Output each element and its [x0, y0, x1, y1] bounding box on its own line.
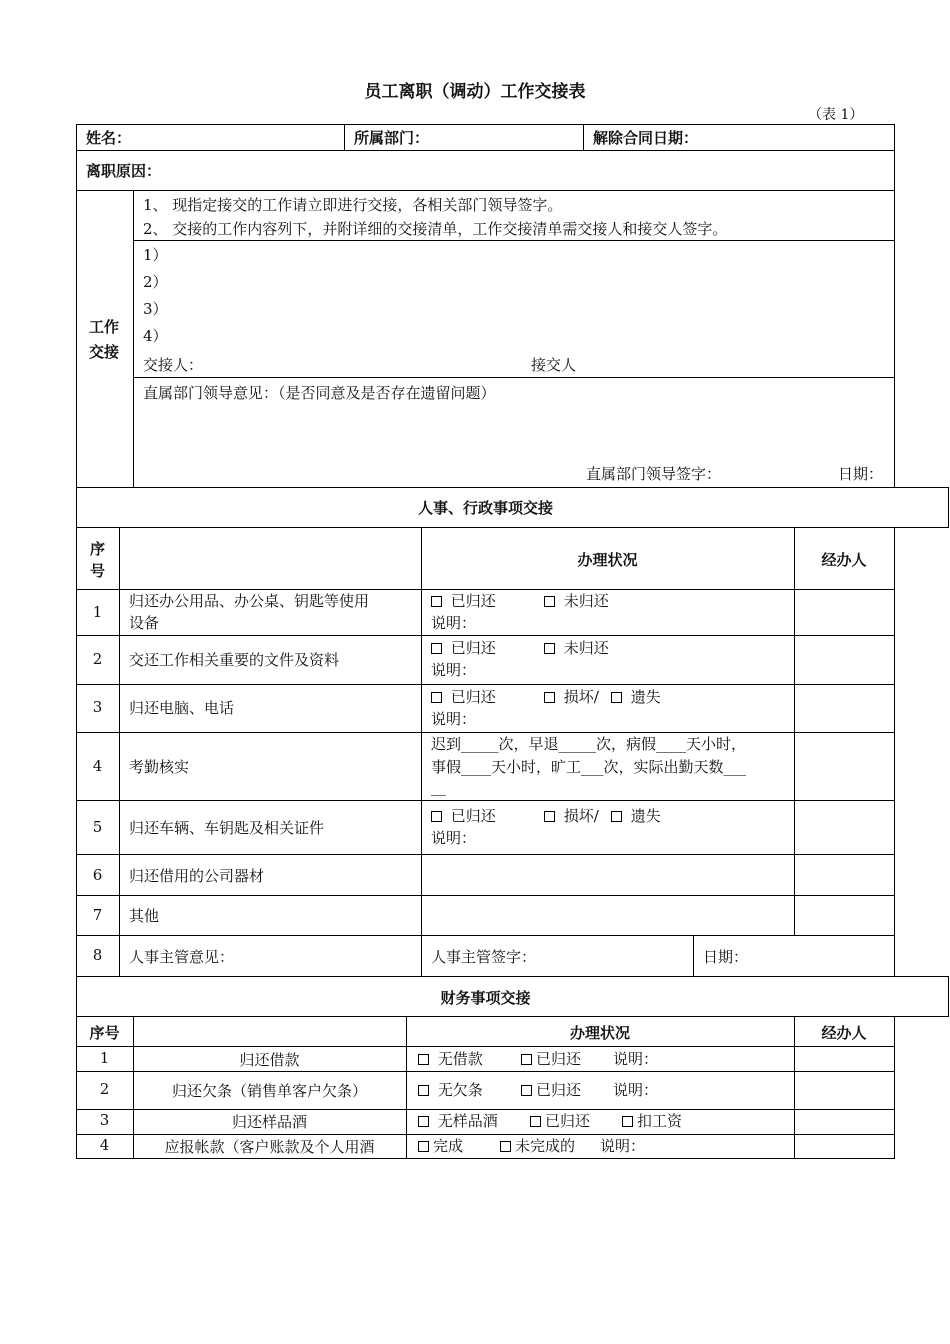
resignation-reason-label: 离职原因： [86, 162, 162, 180]
checkbox-icon[interactable] [544, 811, 555, 822]
hr-row-5-opt1[interactable]: 已归还 [431, 806, 496, 826]
hr-row-4-no: 4 [92, 757, 103, 775]
hr-section-title: 人事、行政事项交接 [417, 499, 553, 517]
finance-row-1-opt2[interactable]: 已归还 [521, 1049, 581, 1069]
table-number: （表 1） [808, 107, 864, 123]
hr-row-5-no: 5 [92, 818, 103, 836]
hr-row-6-no: 6 [92, 866, 103, 884]
hr-col-status: 办理状况 [577, 551, 638, 569]
hr-row-7-item: 其他 [129, 907, 160, 925]
checkbox-icon[interactable] [418, 1116, 429, 1127]
checkbox-icon[interactable] [500, 1141, 511, 1152]
finance-col-seq: 序号 [89, 1024, 120, 1042]
hr-row-4-item: 考勤核实 [129, 758, 190, 776]
finance-row-1-no: 1 [99, 1049, 110, 1067]
finance-row-1-item: 归还借款 [239, 1051, 300, 1069]
finance-row-4-note: 说明： [600, 1137, 646, 1155]
checkbox-icon[interactable] [431, 811, 442, 822]
finance-row-4-no: 4 [99, 1136, 110, 1154]
hr-row-4-attendance-line1: 迟到_____次，早退_____次，病假____天小时， [431, 735, 747, 753]
contract-end-date-label: 解除合同日期： [593, 129, 699, 147]
finance-row-2-opt2[interactable]: 已归还 [521, 1080, 581, 1100]
finance-row-2-opt1[interactable]: 无欠条 [418, 1080, 483, 1100]
hr-row-3-opt2[interactable]: 损坏/ [544, 687, 599, 707]
checkbox-icon[interactable] [530, 1116, 541, 1127]
handover-item-4: 4） [143, 327, 168, 345]
checkbox-icon[interactable] [544, 643, 555, 654]
checkbox-icon[interactable] [611, 692, 622, 703]
finance-row-1-opt1[interactable]: 无借款 [418, 1049, 483, 1069]
checkbox-icon[interactable] [611, 811, 622, 822]
hr-manager-date-label: 日期： [703, 948, 749, 966]
finance-row-2-no: 2 [99, 1080, 110, 1098]
supervisor-date-label: 日期： [838, 465, 884, 483]
checkbox-icon[interactable] [521, 1085, 532, 1096]
checkbox-icon[interactable] [418, 1085, 429, 1096]
hr-row-3-no: 3 [92, 698, 103, 716]
finance-row-3-opt3[interactable]: 扣工资 [622, 1111, 682, 1131]
hr-row-1-item-line2: 设备 [129, 614, 160, 632]
finance-row-4-opt1[interactable]: 完成 [418, 1136, 463, 1156]
handover-item-3: 3） [143, 300, 168, 318]
hr-row-3-opt1[interactable]: 已归还 [431, 687, 496, 707]
hr-row-1-no: 1 [92, 603, 103, 621]
name-label: 姓名： [86, 129, 132, 147]
hr-row-2-opt1[interactable]: 已归还 [431, 638, 496, 658]
hr-row-4-attendance-line2: 事假____天小时，旷工___次，实际出勤天数___ [431, 758, 747, 776]
hr-row-2-note: 说明： [431, 661, 477, 679]
checkbox-icon[interactable] [544, 596, 555, 607]
hr-row-1-opt1[interactable]: 已归还 [431, 591, 496, 611]
checkbox-icon[interactable] [418, 1141, 429, 1152]
checkbox-icon[interactable] [431, 643, 442, 654]
finance-row-3-opt1[interactable]: 无样品酒 [418, 1111, 498, 1131]
hr-row-1-opt2[interactable]: 未归还 [544, 591, 609, 611]
hr-row-5-note: 说明： [431, 829, 477, 847]
checkbox-icon[interactable] [418, 1054, 429, 1065]
hr-manager-opinion-label: 人事主管意见： [129, 948, 235, 966]
hr-row-1-note: 说明： [431, 614, 477, 632]
handover-item-1: 1） [143, 246, 168, 264]
hr-row-5-opt3[interactable]: 遗失 [611, 806, 661, 826]
hr-row-3-opt3[interactable]: 遗失 [611, 687, 661, 707]
department-label: 所属部门： [354, 129, 430, 147]
checkbox-icon[interactable] [521, 1054, 532, 1065]
hr-manager-sign-label: 人事主管签字： [431, 948, 537, 966]
page-title: 员工离职（调动）工作交接表 [364, 82, 586, 102]
finance-section-title: 财务事项交接 [440, 989, 531, 1007]
finance-row-2-item: 归还欠条（销售单客户欠条） [171, 1082, 367, 1100]
finance-col-status: 办理状况 [569, 1024, 630, 1042]
hr-row-5-item: 归还车辆、车钥匙及相关证件 [129, 819, 325, 837]
finance-row-4-opt2[interactable]: 未完成的 [500, 1136, 575, 1156]
supervisor-opinion-label: 直属部门领导意见：（是否同意及是否存在遗留问题） [143, 384, 496, 402]
finance-row-2-note: 说明： [613, 1081, 659, 1099]
hr-col-handler: 经办人 [821, 551, 867, 569]
hr-col-seq: 序 号 [90, 540, 106, 580]
finance-row-1-note: 说明： [613, 1050, 659, 1068]
checkbox-icon[interactable] [431, 692, 442, 703]
finance-row-3-item: 归还样品酒 [231, 1113, 307, 1131]
hr-row-8-no: 8 [92, 946, 103, 964]
hr-row-2-no: 2 [92, 650, 103, 668]
handover-person-label: 交接人： [143, 356, 204, 374]
hr-row-2-opt2[interactable]: 未归还 [544, 638, 609, 658]
hr-row-1-item-line1: 归还办公用品、办公桌、钥匙等使用 [129, 592, 370, 610]
checkbox-icon[interactable] [622, 1116, 633, 1127]
checkbox-icon[interactable] [544, 692, 555, 703]
hr-row-7-no: 7 [92, 906, 103, 924]
hr-row-3-note: 说明： [431, 710, 477, 728]
handover-note-2: 2、 交接的工作内容列下，并附详细的交接清单，工作交接清单需交接人和接交人签字。 [143, 220, 728, 238]
hr-row-6-item: 归还借用的公司器材 [129, 867, 265, 885]
finance-row-3-opt2[interactable]: 已归还 [530, 1111, 590, 1131]
handover-note-1: 1、 现指定接交的工作请立即进行交接，各相关部门领导签字。 [143, 196, 563, 214]
finance-row-4-item: 应报帐款（客户账款及个人用酒 [164, 1138, 375, 1156]
hr-row-2-item: 交还工作相关重要的文件及资料 [129, 651, 340, 669]
finance-row-3-no: 3 [99, 1111, 110, 1129]
hr-row-5-opt2[interactable]: 损坏/ [544, 806, 599, 826]
work-handover-label-line2: 交接 [89, 343, 120, 361]
checkbox-icon[interactable] [431, 596, 442, 607]
finance-col-handler: 经办人 [821, 1024, 867, 1042]
handover-item-2: 2） [143, 273, 168, 291]
work-handover-label-line1: 工作 [89, 318, 120, 336]
hr-row-4-attendance-line3: __ [431, 778, 446, 796]
hr-row-3-item: 归还电脑、电话 [129, 699, 235, 717]
receiver-label: 接交人 [531, 356, 577, 374]
supervisor-sign-label: 直属部门领导签字： [586, 465, 722, 483]
